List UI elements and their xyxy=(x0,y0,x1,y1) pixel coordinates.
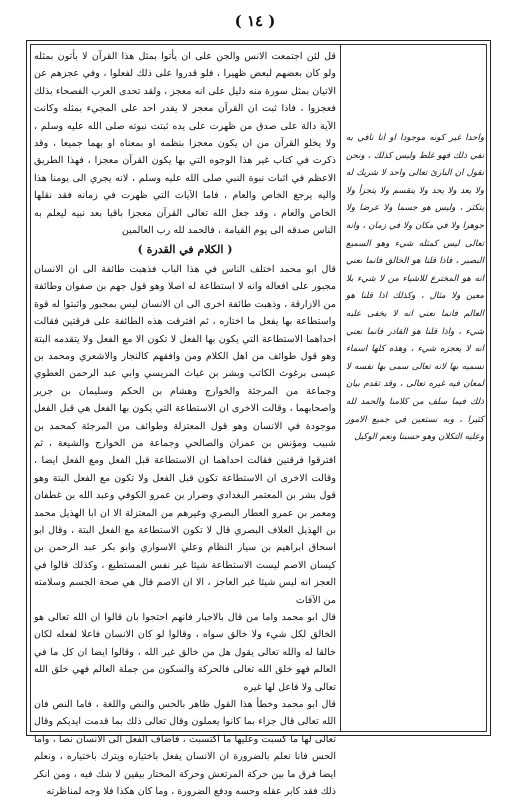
main-paragraph-3: قال ابو محمد واما من قال بالاجبار فانهم احتجوا بان قالوا ان الله تعالى هو الخالق لكل شيء ولا خالق سواه ، وقالوا لو كان الانسان فاعلا لفعله لكان خالقا له والله تعالى يقول هل من خالق غير الله ، وقالوا ايضا ان كل ما في العالم فهو خلق الله تعالى فالحركة والسكون من جملة العالم فهي خلق الله تعالى ولا فاعل لها غيره xyxy=(34,612,336,693)
main-paragraph-1: قل لئن اجتمعت الانس والجن على ان يأتوا بمثل هذا القرآن لا يأتون بمثله ولو كان بعضهم لبعض ظهيرا ، فلو قدروا على ذلك لفعلوا ، وفي عجزهم عن الاتيان بمثل سورة منه دليل على انه معجز ، ولقد تحدى العرب الفصحاء بذلك فعجزوا ، فاذا ثبت ان القرآن معجز لا يقدر احد على المجيء بمثله وكانت الآية دالة على صدق من ظهرت على يده ثبتت نبوته صلى الله عليه وسلم ، ولا يخلو القرآن من ان يكون معجزا بنظمه او بمعناه او بهما جميعا ، وقد ذكرت في كتاب غير هذا الوجوه التي بها يكون القرآن معجزا ، فهذا الطريق الاعظم في اثبات نبوة النبي صلى الله عليه وسلم ، لانه يجري الى يومنا هذا واليه يرجع الخاص والعام ، فاما الآيات التي ظهرت في زمانه فقد نقلها الخاص والعام ، وقد جعل الله تعالى القرآن معجزا باقيا بعد نبيه ليعلم به الناس صدقه الى يوم القيامة ، فالحمد لله رب العالمين xyxy=(34,51,336,237)
main-text-column xyxy=(34,48,336,798)
main-paragraph-2: قال ابو محمد اختلف الناس في هذا الباب فذهبت طائفة الى ان الانسان مجبور على افعاله وانه لا استطاعة له اصلا وهو قول جهم بن صفوان وطائفة من الازارقة ، وذهبت طائفة اخرى الى ان الانسان ليس بمجبور واثبتوا له قوة واستطاعة بها يفعل ما اختاره ، ثم افترقت هذه الطائفة على فرقتين فقالت احداهما الاستطاعة التي يكون بها الفعل لا تكون الا مع الفعل ولا يتقدمه البتة وهو قول طوائف من اهل الكلام ومن وافقهم كالنجار والاشعري ومحمد بن عيسى برغوث الكاتب وبشر بن غياث المريسي وابي عبد الرحمن العطوي وجماعة من المرجئة والخوارج وهشام بن الحكم وسليمان بن جرير واصحابهما ، وقالت الاخرى ان الاستطاعة التي يكون بها الفعل هي قبل الفعل موجودة في الانسان وهو قول المعتزلة وطوائف من المرجئة كمحمد بن شبيب ومؤنس بن عمران والصالحي وجماعة من الخوارج والشيعة ، ثم افترقوا فرقتين فقالت احداهما ان الاستطاعة قبل الفعل ومع الفعل ايضا ، وقالت الاخرى ان الاستطاعة تكون قبل الفعل ولا تكون مع الفعل البتة وهو قول بشر بن المعتمر البغدادي وضرار بن عمرو الكوفي وعبد الله بن غطفان ومعمر بن عمرو العطار البصري وغيرهم من المعتزلة الا ان ابا الهذيل محمد بن الهذيل العلاف البصري قال لا تكون الاستطاعة مع الفعل البتة ، وقال ابو اسحاق ابراهيم بن سيار النظام وعلي الاسواري وابو بكر عبد الرحمن بن كيسان الاصم ليست الاستطاعة شيئا غير نفس المستطيع ، وكذلك قالوا في العجز انه ليس شيئا غير العاجز ، الا ان الاصم قال هي صحة الجسم وسلامته من الآفات xyxy=(34,263,336,606)
margin-note-text: واحدا غير كونه موجودا او انا نافي به نفي ذلك فهو غلط وليس كذلك ، ونحن نقول ان البارئ تعالى واحد لا شريك له ولا يعد ولا يحد ولا ينقسم ولا يتجزأ ولا يتكثر ، وليس هو جسما ولا عرضا ولا جوهرا ولا في مكان ولا في زمان ، وانه تعالى ليس كمثله شيء وهو السميع البصير ، فاذا قلنا هو الخالق فانما نعني انه هو المخترع للاشياء من لا شيء بلا معين ولا مثال ، وكذلك اذا قلنا هو العالم فانما نعني انه لا يخفى عليه شيء ، واذا قلنا هو القادر فانما نعني انه لا يعجزه شيء ، وهذه كلها اسماء نسميه بها لانه تعالى سمى بها نفسه لا لمعان فيه غيره تعالى ، وقد تقدم بيان ذلك فيما سلف من كلامنا والحمد لله كثيرا ، وبه نستعين في جميع الامور وعليه التكلان وهو حسبنا ونعم الوكيل xyxy=(346,133,484,443)
margin-commentary xyxy=(346,130,484,690)
column-divider xyxy=(340,44,341,732)
section-heading: ( الكلام في القدرة ) xyxy=(137,243,233,257)
page-number: ( ١٤ ) xyxy=(234,12,276,30)
main-paragraph-4: قال ابو محمد وخطأ هذا القول ظاهر بالحس والنص واللغة ، فاما النص فان الله تعالى قال جزاء بما كانوا يعملون وقال تعالى ذلك بما قدمت ايديكم وقال تعالى لها ما كسبت وعليها ما اكتسبت ، فاضاف الفعل الى الانسان نصا ، واما الحس فانا نعلم بالضرورة ان الانسان يفعل باختياره ويترك باختياره ، ونعلم ايضا فرق ما بين حركة المرتعش وحركة المختار بيقين لا شك فيه ، ومن انكر ذلك فقد كابر عقله وحسه ودفع الضرورة ، وما كان هكذا فلا وجه لمناظرته xyxy=(34,699,336,798)
